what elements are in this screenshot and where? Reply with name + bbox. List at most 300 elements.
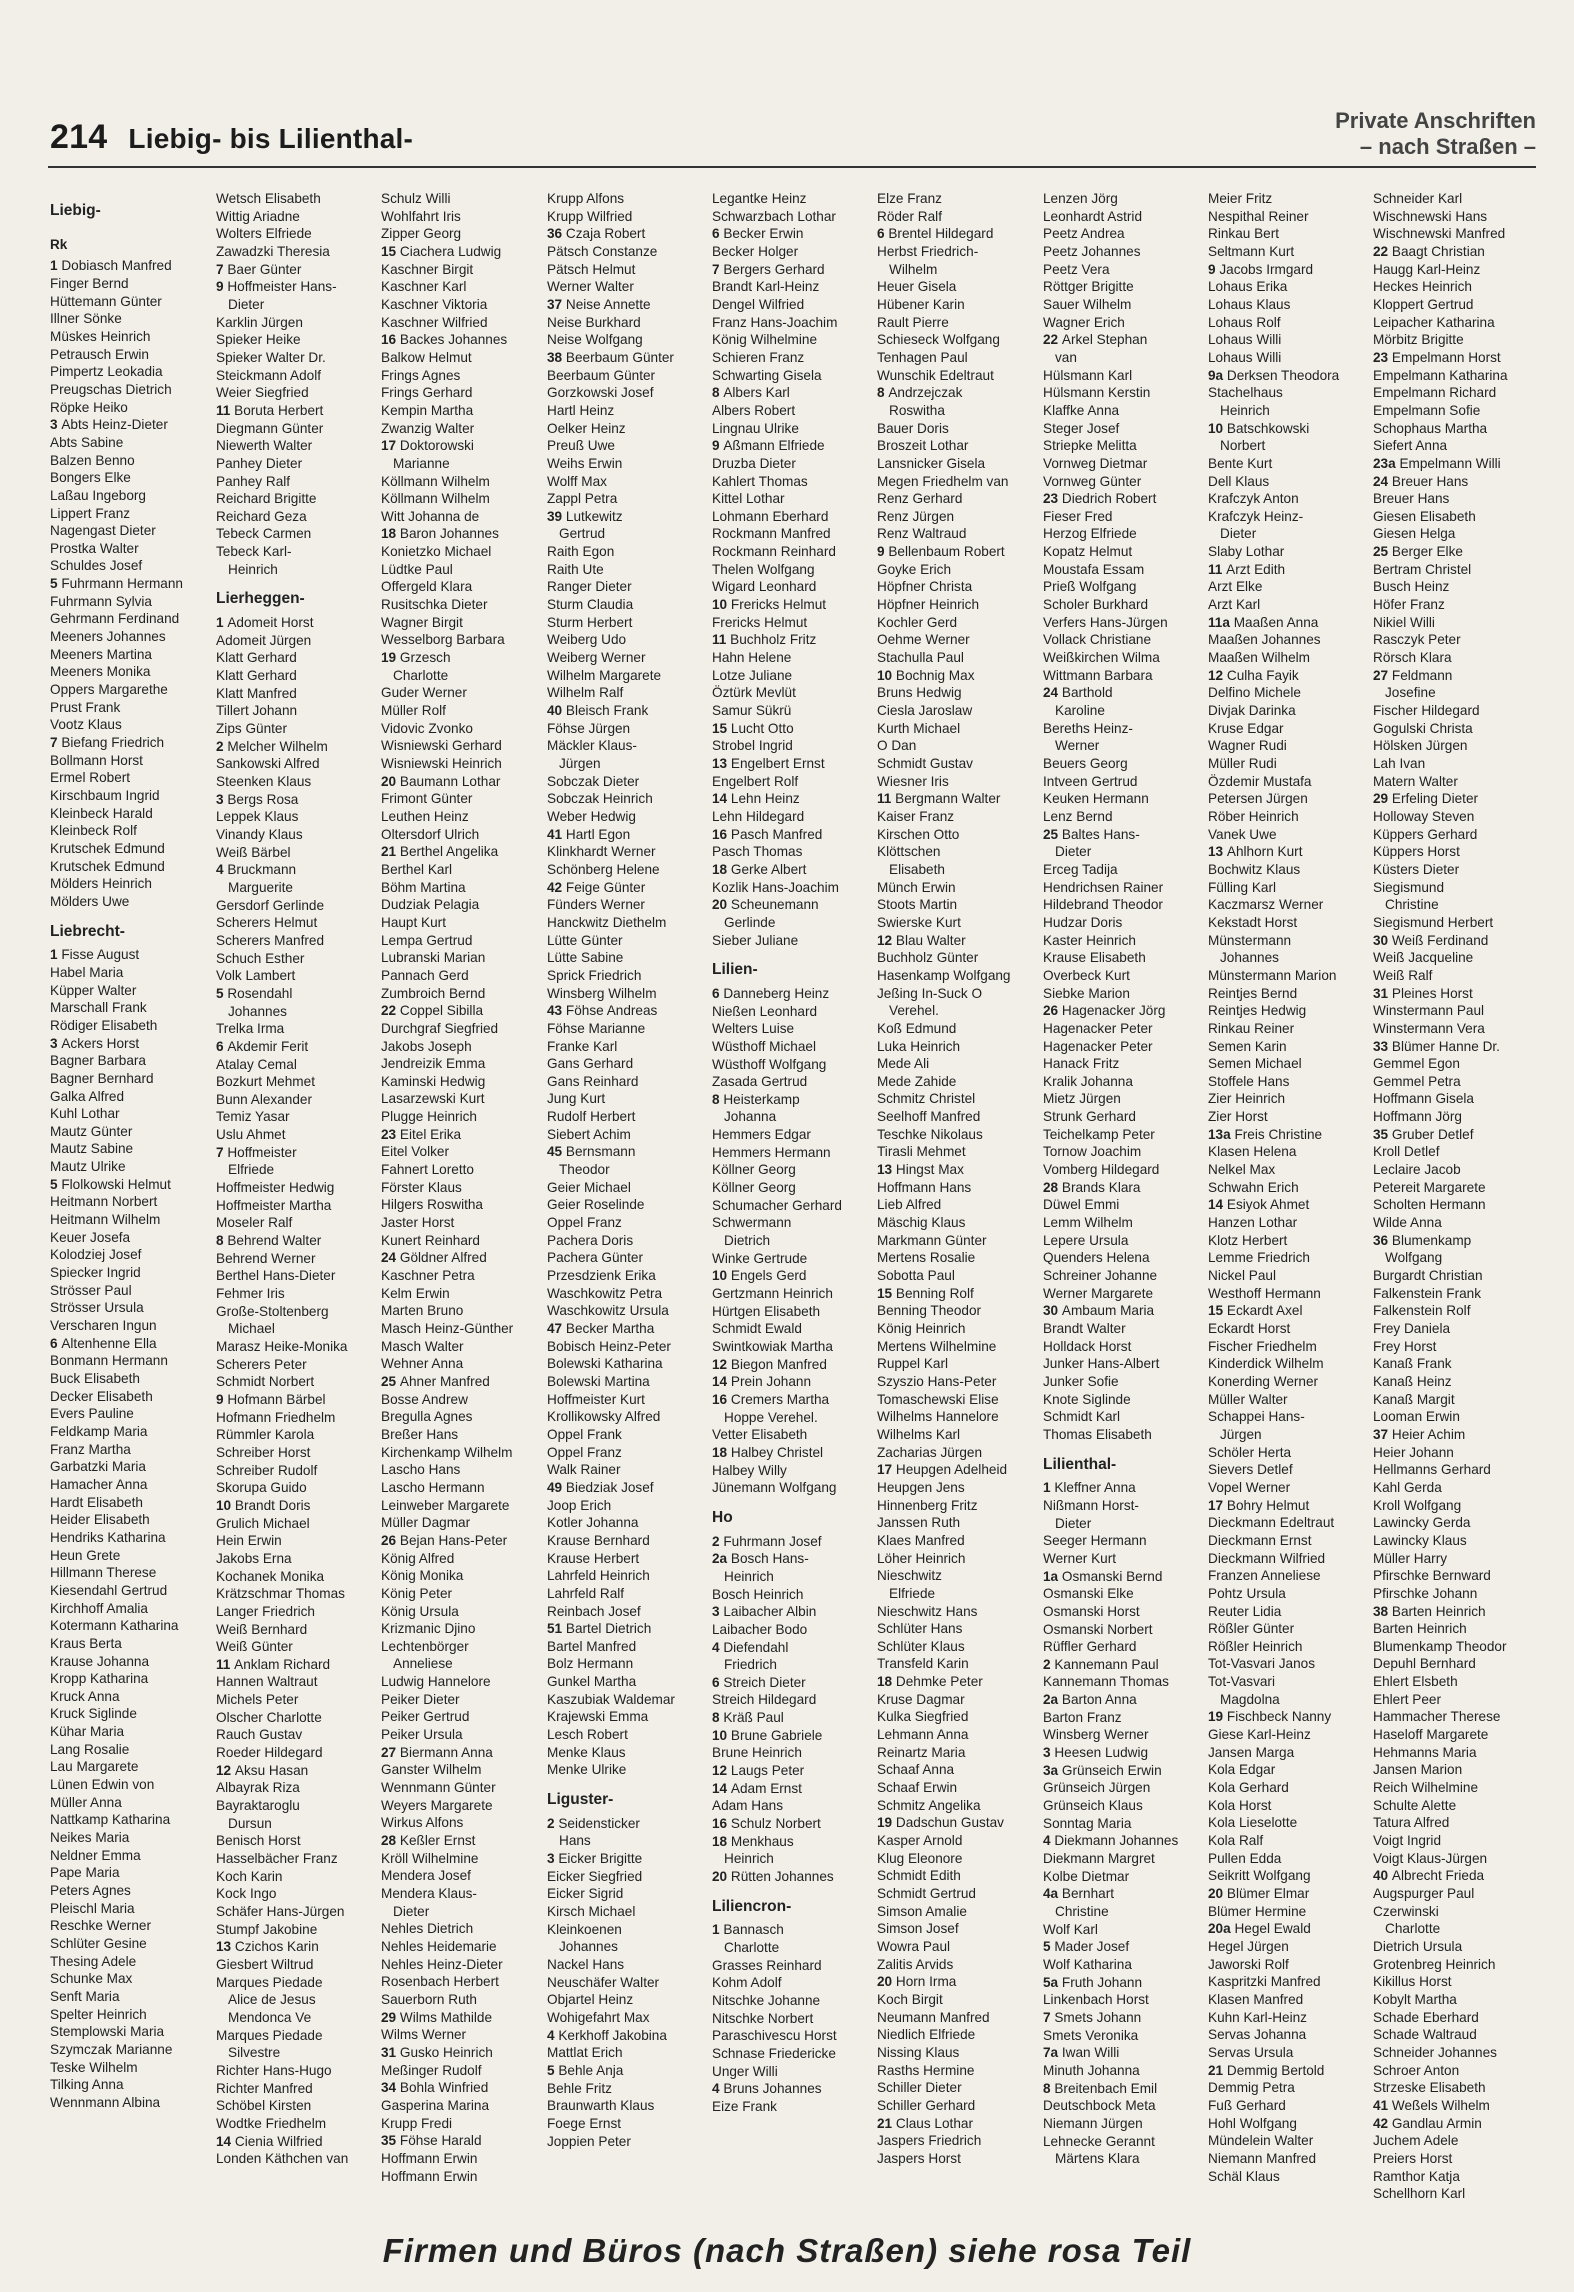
resident-entry: Gasperina Marina (381, 2097, 490, 2113)
resident-entry: Kobylt Martha (1373, 1991, 1457, 2007)
resident-entry: Nehles Heidemarie (381, 1938, 497, 1954)
resident-entry: Kola Edgar (1208, 1762, 1276, 1778)
resident-entry: Lesch Robert (547, 1727, 628, 1743)
resident-entry: Wohlfahrt Iris (381, 208, 461, 224)
resident-entry: Lohmann Eberhard (712, 508, 829, 524)
resident-entry: Steger Josef (1043, 420, 1120, 436)
resident-entry: Schlüter Klaus (877, 1638, 965, 1654)
resident-name: Maaßen Anna (1233, 614, 1319, 630)
resident-entry: Teichelkamp Peter (1043, 1126, 1155, 1142)
resident-entry (1208, 261, 1368, 279)
resident-entry (381, 1373, 541, 1391)
resident-name: Laibacher Albin (723, 1604, 817, 1620)
house-number: 8 (216, 1233, 228, 1249)
resident-name: Biedziak Josef (565, 1479, 654, 1495)
resident-entry: Grulich Michael (216, 1515, 310, 1531)
resident-entry: Kralik Johanna (1043, 1073, 1133, 1089)
resident-entry: Kruck Siglinde (50, 1706, 137, 1722)
resident-entry: Balkow Helmut (381, 349, 472, 365)
resident-entry: Plugge Heinrich (381, 1109, 477, 1125)
resident-entry: Hüttemann Günter (50, 293, 162, 309)
resident-entry: Finger Bernd (50, 275, 129, 291)
resident-entry: Nelkel Max (1208, 1162, 1276, 1178)
resident-name: Batschkowski (1226, 420, 1310, 436)
resident-entry (877, 1973, 1037, 1991)
resident-entry: Joppien Peter (547, 2133, 631, 2149)
resident-entry (216, 1038, 376, 1056)
resident-entry: Junker Hans-Albert (1043, 1356, 1160, 1372)
resident-name: Föhse Andreas (565, 1003, 658, 1019)
resident-entry: Teske Wilhelm (50, 2059, 138, 2075)
house-number: 4 (712, 1639, 724, 1655)
resident-entry: Bereths Heinz- (1043, 720, 1133, 736)
resident-entry (381, 773, 541, 791)
resident-entry: Vornweg Dietmar (1043, 455, 1148, 471)
entry-continuation: Jürgen (559, 756, 601, 771)
section-label-line1: Private Anschriften (1335, 108, 1536, 133)
resident-entry (877, 543, 1037, 561)
directory-column (712, 190, 872, 2212)
resident-name: Demmig Bertold (1226, 2062, 1325, 2078)
house-number: 9 (712, 438, 724, 454)
entry-continuation: Karoline (1055, 703, 1105, 719)
house-number: 10 (712, 597, 731, 613)
resident-entry: Jakobs Joseph (381, 1038, 472, 1054)
house-number: 14 (712, 1780, 731, 1796)
resident-entry: Kirchhoff Amalia (50, 1600, 148, 1616)
resident-name: Eicker Brigitte (558, 1851, 643, 1867)
entry-continuation: Wilhelm (889, 261, 938, 277)
resident-entry: Hoffmann Gisela (1373, 1091, 1474, 1107)
resident-entry: Wüsthoff Wolfgang (712, 1056, 827, 1072)
resident-entry: Matern Walter (1373, 773, 1458, 789)
resident-entry: Lütte Günter (547, 932, 623, 948)
resident-entry: Barton Franz (1043, 1709, 1122, 1725)
entry-continuation: Verehel. (889, 1003, 939, 1019)
resident-entry: Breßer Hans (381, 1426, 459, 1442)
resident-entry (50, 1035, 210, 1053)
resident-name: Baron Johannes (399, 526, 499, 542)
resident-entry: Frings Agnes (381, 367, 461, 383)
resident-entry: Hanack Fritz (1043, 1056, 1120, 1072)
resident-entry: Petersen Jürgen (1208, 791, 1308, 807)
resident-entry: Mündelein Walter (1208, 2133, 1314, 2149)
entry-continuation: Heinrich (228, 561, 278, 577)
resident-name: Bergs Rosa (227, 791, 299, 807)
resident-name: Grünseich Erwin (1061, 1762, 1162, 1778)
resident-name: Hoffmeister (227, 1144, 297, 1160)
house-number: 23 (1373, 349, 1392, 365)
resident-name: Bejan Hans-Peter (399, 1532, 508, 1548)
resident-entry: Fahnert Loretto (381, 1162, 474, 1178)
resident-entry: Reich Wilhelmine (1373, 1780, 1479, 1796)
house-number: 10 (712, 1727, 731, 1743)
house-number: 19 (381, 650, 400, 666)
resident-entry: Strzeske Elisabeth (1373, 2080, 1486, 2096)
resident-entry: Konietzko Michael (381, 544, 492, 560)
resident-name: Fischbeck Nanny (1226, 1709, 1332, 1725)
resident-entry: Petrausch Erwin (50, 346, 149, 362)
resident-entry: Voigt Klaus-Jürgen (1373, 1850, 1488, 1866)
resident-entry: Samur Sükrü (712, 703, 792, 719)
resident-entry: Schlüter Gesine (50, 1936, 147, 1951)
resident-entry: Wehner Anna (381, 1356, 464, 1372)
resident-entry: Renz Waltraud (877, 526, 967, 542)
resident-entry: Mautz Günter (50, 1123, 133, 1139)
resident-name: Weßels Wilhelm (1391, 2097, 1490, 2113)
house-number: 1 (1043, 1480, 1055, 1496)
resident-entry: Röder Ralf (877, 208, 942, 224)
resident-entry: Barten Heinrich (1373, 1621, 1467, 1637)
resident-entry (1043, 1885, 1203, 1903)
resident-entry: Teschke Nikolaus (877, 1126, 983, 1142)
resident-entry: Klaes Manfred (877, 1532, 965, 1548)
resident-entry (712, 1709, 872, 1727)
resident-name: Behle Anja (558, 2062, 624, 2078)
resident-entry: Illner Sönke (50, 311, 122, 327)
resident-name: Heier Achim (1391, 1426, 1466, 1442)
resident-entry: Wetsch Elisabeth (216, 191, 321, 206)
resident-entry: Schwarzbach Lothar (712, 208, 836, 224)
resident-entry: Lascho Hermann (381, 1479, 485, 1495)
resident-entry: Leclaire Jacob (1373, 1162, 1461, 1178)
resident-entry: Schmidt Edith (877, 1868, 961, 1884)
resident-entry: Hoffmann Hans (877, 1179, 972, 1195)
resident-name: Brands Klara (1061, 1179, 1141, 1195)
entry-continuation: Elisabeth (889, 861, 945, 877)
resident-entry: Müller Rudi (1208, 756, 1277, 771)
resident-entry: Durchgraf Siegfried (381, 1020, 499, 1036)
resident-entry: Richter Hans-Hugo (216, 2062, 332, 2078)
resident-entry: Jansen Marion (1373, 1762, 1463, 1778)
resident-entry: Hilgers Roswitha (381, 1197, 483, 1213)
resident-entry: Grotenbreg Heinrich (1373, 1956, 1496, 1972)
resident-entry: Vootz Klaus (50, 717, 122, 733)
resident-entry: Nitschke Johanne (712, 1992, 821, 2008)
resident-name: Barthold (1061, 685, 1113, 701)
resident-name: Horn Irma (895, 1974, 957, 1990)
resident-name: Ackers Horst (61, 1035, 140, 1051)
house-number: 37 (1373, 1426, 1392, 1442)
resident-entry: Wolf Katharina (1043, 1956, 1132, 1972)
resident-name: Abts Heinz-Dieter (61, 417, 168, 433)
resident-entry: Swintkowiak Martha (712, 1339, 833, 1354)
resident-entry: Böhm Martina (381, 879, 466, 895)
resident-name: Gandlau Armin (1391, 2115, 1482, 2131)
house-number: 11 (1208, 561, 1227, 577)
resident-entry: Küsters Dieter (1373, 861, 1460, 877)
house-number: 6 (216, 1038, 228, 1054)
resident-entry: Breuer Hans (1373, 491, 1450, 507)
resident-entry: Kurth Michael (877, 720, 961, 736)
resident-entry: Wilms Werner (381, 2027, 467, 2043)
resident-entry: Gans Gerhard (547, 1056, 634, 1072)
house-number: 26 (1043, 1003, 1062, 1019)
resident-entry: Lüdtke Paul (381, 561, 453, 577)
resident-entry: Kola Gerhard (1208, 1780, 1289, 1796)
resident-entry: Krupp Wilfried (547, 208, 633, 224)
resident-name: Bohla Winfried (399, 2080, 489, 2096)
resident-entry: Rasths Hermine (877, 2062, 975, 2078)
resident-entry: Winstermann Paul (1373, 1003, 1485, 1019)
resident-entry (1043, 1744, 1203, 1762)
page-number: 214 (50, 118, 108, 156)
resident-name: Hegel Ewald (1234, 1921, 1311, 1937)
resident-entry: Kotermann Katharina (50, 1618, 179, 1634)
resident-name: Albers Karl (723, 385, 790, 401)
resident-entry: Schulte Alette (1373, 1797, 1457, 1813)
resident-entry: Mertens Wilhelmine (877, 1338, 997, 1354)
resident-entry: Thelen Wolfgang (712, 561, 815, 577)
resident-entry: Buchholz Günter (877, 950, 979, 966)
resident-entry: Sauerborn Ruth (381, 1991, 477, 2007)
entry-continuation: Johannes (228, 1003, 287, 1019)
resident-entry: Weihs Erwin (547, 455, 623, 471)
resident-entry: Schlüter Hans (877, 1621, 963, 1637)
resident-name: Halbey Christel (730, 1444, 824, 1460)
resident-entry: Kleinbeck Harald (50, 805, 153, 821)
resident-entry: Stachulla Paul (877, 650, 964, 666)
resident-entry: König Alfred (381, 1550, 455, 1566)
resident-entry: Hagenacker Peter (1043, 1038, 1153, 1054)
resident-entry: Schönberg Helene (547, 861, 660, 877)
house-number: 42 (547, 879, 566, 895)
house-number: 38 (1373, 1603, 1392, 1619)
house-number: 9 (216, 279, 228, 295)
house-number: 41 (547, 826, 566, 842)
resident-entry: Kruse Edgar (1208, 720, 1284, 736)
resident-entry: Kühar Maria (50, 1724, 125, 1740)
resident-entry: Röttger Brigitte (1043, 279, 1134, 295)
house-number: 23 (381, 1126, 400, 1142)
house-number: 20 (1208, 1886, 1227, 1901)
resident-entry: Hemmers Hermann (712, 1144, 831, 1160)
footer-note: Firmen und Büros (nach Straßen) siehe rosa Teil (382, 2232, 1192, 2269)
resident-entry: Brune Heinrich (712, 1745, 802, 1761)
resident-entry (50, 1176, 210, 1194)
resident-entry: Lau Margarete (50, 1759, 139, 1775)
house-number: 18 (712, 861, 731, 877)
resident-entry: Hoffmann Erwin (381, 2150, 478, 2166)
resident-entry: Sturm Claudia (547, 597, 634, 613)
resident-entry (1208, 614, 1368, 632)
resident-entry: Spieker Walter Dr. (216, 349, 326, 365)
resident-name: Baer Günter (227, 261, 302, 277)
resident-entry: Franzen Anneliese (1208, 1568, 1321, 1584)
resident-entry: Quenders Helena (1043, 1250, 1150, 1266)
resident-name: Flolkowski Helmut (61, 1176, 171, 1192)
house-number: 22 (381, 1003, 400, 1019)
resident-entry: Reuter Lidia (1208, 1603, 1282, 1619)
resident-entry: Wagner Birgit (381, 614, 463, 630)
resident-entry: Strobel Ingrid (712, 738, 793, 754)
resident-entry: Pleischl Maria (50, 1900, 135, 1916)
resident-entry: Heider Elisabeth (50, 1512, 150, 1528)
resident-entry (216, 614, 376, 632)
resident-entry: Kruse Dagmar (877, 1691, 965, 1707)
resident-entry: Ramthor Katja (1373, 2168, 1460, 2184)
resident-entry (712, 437, 872, 455)
resident-entry: Mede Zahide (877, 1073, 957, 1089)
entry-continuation: Josefine (1385, 685, 1436, 701)
resident-entry: Franke Karl (547, 1038, 618, 1054)
resident-entry (216, 985, 376, 1003)
resident-entry: Lotze Juliane (712, 667, 793, 683)
resident-name: Berger Elke (1391, 544, 1463, 560)
resident-entry (712, 596, 872, 614)
resident-entry: Giese Karl-Heinz (1208, 1727, 1311, 1743)
resident-entry: Hinnenberg Fritz (877, 1497, 978, 1513)
resident-entry (1208, 561, 1368, 579)
resident-entry: Hübener Karin (877, 296, 965, 312)
resident-entry: Zier Horst (1208, 1109, 1268, 1125)
resident-entry (712, 1868, 872, 1886)
resident-name: Keßler Ernst (399, 1833, 476, 1849)
resident-entry: Seeger Hermann (1043, 1533, 1147, 1549)
resident-entry: Heitmann Wilhelm (50, 1212, 161, 1228)
resident-entry: Siebert Achim (547, 1126, 631, 1142)
resident-entry: Schunke Max (50, 1971, 133, 1987)
resident-entry: Osmanski Elke (1043, 1586, 1134, 1602)
house-number: 24 (1043, 685, 1062, 701)
resident-entry: Sauer Wilhelm (1043, 296, 1132, 312)
resident-entry (1208, 420, 1368, 438)
resident-entry: Köllmann Wilhelm (381, 473, 490, 489)
page-range: Liebig- bis Lilienthal- (128, 123, 414, 154)
resident-entry: Hoffmeister Kurt (547, 1391, 645, 1407)
resident-name: Hingst Max (895, 1162, 964, 1178)
resident-entry: Wohigefahrt Max (547, 2009, 650, 2025)
resident-entry: Rockmann Manfred (712, 526, 831, 542)
house-number: 5a (1043, 1974, 1062, 1990)
resident-entry: Vinandy Klaus (216, 826, 303, 842)
resident-entry: Kasper Arnold (877, 1833, 963, 1849)
resident-name: Adomeit Horst (227, 615, 314, 631)
resident-entry: Kunert Reinhard (381, 1232, 480, 1248)
resident-entry: Weiberg Werner (547, 650, 646, 666)
resident-entry: Krajewski Emma (547, 1709, 649, 1725)
resident-entry: Bosse Andrew (381, 1391, 468, 1407)
resident-entry: Oppel Franz (547, 1444, 622, 1460)
entry-continuation: Charlotte (393, 667, 449, 683)
resident-entry: Meier Fritz (1208, 191, 1273, 206)
house-number: 21 (1208, 2062, 1227, 2078)
resident-entry: Weier Siegfried (216, 385, 309, 401)
resident-entry: Schreiber Horst (216, 1444, 311, 1460)
resident-entry: Lippert Franz (50, 505, 131, 521)
resident-entry (381, 1832, 541, 1850)
house-number: 14 (1208, 1197, 1227, 1213)
resident-entry: Kaschner Petra (381, 1268, 475, 1284)
resident-entry: Londen Käthchen van (216, 2151, 349, 2167)
house-number: 2 (547, 1815, 559, 1831)
resident-entry: Sprick Friedrich (547, 967, 642, 983)
house-number: 3 (50, 1035, 62, 1051)
house-number: 17 (877, 1462, 896, 1478)
resident-entry: Jaspers Friedrich (877, 2133, 982, 2149)
house-number: 36 (1373, 1232, 1392, 1248)
resident-entry: Klotz Herbert (1208, 1232, 1288, 1248)
resident-entry: Bolewski Katharina (547, 1356, 663, 1372)
resident-entry: Schneider Johannes (1373, 2044, 1497, 2060)
resident-entry: Kotler Johanna (547, 1515, 639, 1531)
resident-entry: Krause Herbert (547, 1550, 640, 1566)
resident-entry (1208, 843, 1368, 861)
resident-entry: Kraus Berta (50, 1635, 122, 1651)
resident-entry (381, 2044, 541, 2062)
resident-entry: Kröll Wilhelmine (381, 1850, 479, 1866)
resident-entry: Münstermann Marion (1208, 967, 1337, 983)
resident-entry: Schophaus Martha (1373, 420, 1488, 436)
resident-entry: Gunkel Martha (547, 1674, 637, 1690)
resident-entry: Frey Daniela (1373, 1321, 1451, 1336)
resident-name: Blau Walter (895, 932, 966, 948)
resident-entry (381, 2079, 541, 2097)
resident-entry (1373, 790, 1533, 808)
resident-entry: Szymczak Marianne (50, 2041, 173, 2057)
resident-name: Arzt Edith (1226, 561, 1286, 577)
resident-entry: Atalay Cemal (216, 1056, 297, 1072)
resident-entry: Frings Gerhard (381, 385, 473, 401)
resident-entry (712, 985, 872, 1003)
resident-entry: Spieker Heike (216, 332, 301, 348)
resident-entry: Fischer Hildegard (1373, 703, 1480, 719)
resident-entry: Kaszubiak Waldemar (547, 1691, 675, 1707)
resident-entry: Röber Heinrich (1208, 808, 1299, 824)
resident-entry (50, 734, 210, 752)
resident-name: Boruta Herbert (234, 402, 324, 418)
resident-entry: Bartel Manfred (547, 1638, 637, 1654)
resident-entry: Legantke Heinz (712, 191, 807, 206)
resident-entry: Strösser Ursula (50, 1300, 144, 1316)
resident-name: Derksen Theodora (1226, 367, 1340, 383)
resident-entry: Leipacher Katharina (1373, 314, 1495, 330)
resident-entry: Behrend Werner (216, 1250, 316, 1266)
resident-entry: Heupgen Jens (877, 1479, 965, 1495)
entry-continuation: Johanna (724, 1109, 777, 1125)
resident-name: Grzesch (399, 650, 451, 666)
resident-entry (547, 702, 707, 720)
resident-entry: Ruppel Karl (877, 1356, 949, 1372)
house-number: 16 (712, 826, 731, 842)
resident-entry: Nitschke Norbert (712, 2010, 814, 2026)
resident-entry: Klatt Gerhard (216, 668, 297, 684)
resident-name: Albrecht Frieda (1391, 1868, 1485, 1884)
resident-entry: Klaffke Anna (1043, 402, 1120, 418)
resident-entry: Geier Michael (547, 1179, 631, 1195)
resident-entry: Neise Wolfgang (547, 332, 643, 348)
resident-entry: Goyke Erich (877, 561, 952, 577)
resident-entry: Müller Anna (50, 1794, 122, 1810)
resident-entry: Marschall Frank (50, 1000, 147, 1016)
resident-entry (547, 1002, 707, 1020)
resident-entry: Vidovic Zvonko (381, 720, 473, 736)
house-number: 10 (216, 1497, 235, 1513)
resident-entry: Küppers Gerhard (1373, 826, 1478, 842)
resident-name: Backes Johannes (399, 332, 508, 348)
resident-entry (712, 1550, 872, 1568)
resident-entry: Semen Michael (1208, 1056, 1302, 1072)
directory-column (547, 190, 707, 2212)
resident-entry: Lenzen Jörg (1043, 191, 1118, 206)
resident-entry: Kola Ralf (1208, 1833, 1264, 1849)
directory-column (1043, 190, 1203, 2212)
resident-entry: Schmidt Norbert (216, 1374, 315, 1390)
resident-entry: Kaspritzki Manfred (1208, 1974, 1321, 1990)
resident-entry: Pasch Thomas (712, 844, 803, 860)
entry-continuation: Silvestre (228, 2045, 281, 2061)
resident-entry: Hagenacker Peter (1043, 1020, 1153, 1036)
